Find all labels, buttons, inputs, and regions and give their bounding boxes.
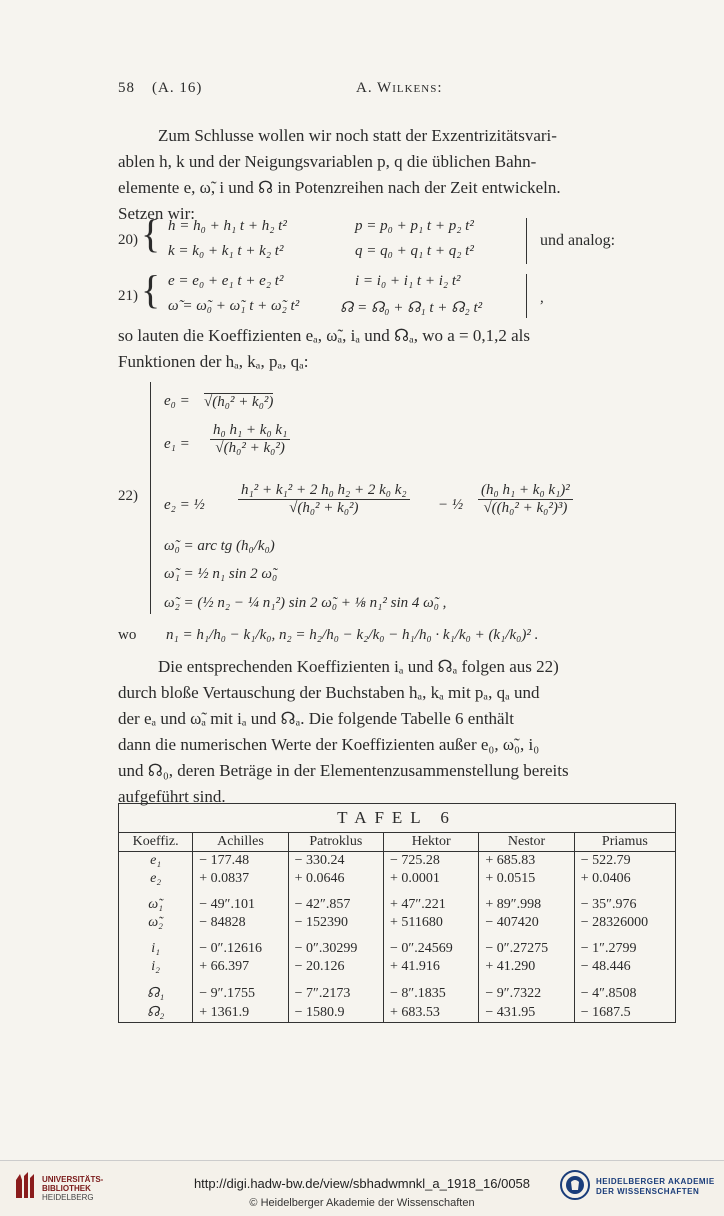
- eq22-e2-lhs: e₂ = ½: [164, 497, 205, 513]
- intro-line: ablen h, k und der Neigungsvariablen p, q die üblichen Bahn-: [118, 152, 537, 171]
- table-spacer-cell: [574, 888, 675, 896]
- table-spacer-cell: [119, 932, 193, 940]
- outro-line: der eₐ und ω̃ₐ mit iₐ und ☊ₐ. Die folgende Tabelle 6 enthält: [118, 709, 515, 728]
- table-cell: − 4″.8508: [574, 984, 675, 1003]
- table-row: [119, 852, 676, 871]
- where-definitions: n₁ = h₁/h₀ − k₁/k₀, n₂ = h₂/h₀ − k₂/k₀ − h₁/h₀ · k₁/k₀ + (k₁/k₀)² .: [166, 627, 539, 643]
- table-cell: + 685.83: [479, 852, 574, 871]
- table-cell: + 0.0837: [193, 870, 288, 888]
- table-cell: − 9″.1755: [193, 984, 288, 1003]
- section-ref: (A. 16): [152, 80, 203, 96]
- intro-line: Zum Schlusse wollen wir noch statt der Exzentrizitätsvari-: [158, 126, 557, 145]
- library-line: UNIVERSITÄTS-: [42, 1175, 104, 1184]
- table-header-cell: Koeffiz.: [119, 833, 193, 852]
- table-cell: + 89″.998: [479, 896, 574, 914]
- table-cell: − 28326000: [574, 914, 675, 932]
- mid-line: so lauten die Koeffizienten eₐ, ω̃ₐ, iₐ und ☊ₐ, wo a = 0,1,2 als: [118, 326, 531, 345]
- left-brace-icon: {: [141, 211, 161, 256]
- table-header-cell: Nestor: [479, 833, 574, 852]
- table-cell: − 9″.7322: [479, 984, 574, 1003]
- mid-paragraph: [118, 323, 676, 375]
- table-row-label: ☊₂: [119, 1003, 193, 1023]
- table-row-label: i₂: [119, 958, 193, 976]
- outro-line: durch bloße Vertauschung der Buchstaben hₐ, kₐ mit pₐ, qₐ und: [118, 683, 540, 702]
- table-row-label: e₂: [119, 870, 193, 888]
- table-spacer-cell: [384, 888, 479, 896]
- copyright-notice: © Heidelberger Akademie der Wissenschaften: [249, 1197, 475, 1209]
- eq22-w0: ω̃₀ = arc tg (h₀/k₀): [164, 538, 275, 554]
- eq20-label: 20): [118, 232, 138, 248]
- table-cell: + 511680: [384, 914, 479, 932]
- left-brace-icon: {: [141, 267, 161, 312]
- table-cell: − 0″.30299: [288, 940, 383, 958]
- table-row-label: ω̃₁: [119, 896, 193, 914]
- table-title: TAFEL 6: [119, 804, 676, 833]
- table-cell: + 1361.9: [193, 1003, 288, 1023]
- where-word: wo: [118, 627, 137, 643]
- table-spacer-cell: [479, 932, 574, 940]
- table-body: [119, 852, 676, 1023]
- eq22-w1: ω̃₁ = ½ n₁ sin 2 ω̃₀: [164, 566, 278, 582]
- table-cell: − 0″.12616: [193, 940, 288, 958]
- table-cell: − 48.446: [574, 958, 675, 976]
- eq22-e2-num2: (h₀ h₁ + k₀ k₁)²: [478, 482, 573, 500]
- table-cell: − 0″.24569: [384, 940, 479, 958]
- intro-paragraph: [118, 123, 676, 227]
- table-spacer-cell: [384, 932, 479, 940]
- eq21-label: 21): [118, 288, 138, 304]
- right-bar: [526, 218, 527, 264]
- table-header-cell: Hektor: [384, 833, 479, 852]
- table-cell: + 0.0001: [384, 870, 479, 888]
- eq22-e2-den1: √(h₀² + k₀²): [289, 500, 359, 516]
- library-line: BIBLIOTHEK: [42, 1184, 91, 1193]
- running-head-author: A. Wilkens:: [356, 80, 443, 96]
- eq20-k: k = k₀ + k₁ t + k₂ t²: [168, 243, 284, 259]
- table-spacer-cell: [193, 932, 288, 940]
- outro-line: aufgeführt sind.: [118, 787, 226, 806]
- academy-line: HEIDELBERGER AKADEMIE: [596, 1177, 715, 1186]
- table-cell: + 0.0515: [479, 870, 574, 888]
- eq22-e2-den2: √((h₀² + k₀²)³): [483, 500, 568, 516]
- table-spacer-cell: [288, 976, 383, 984]
- table-header-cell: Achilles: [193, 833, 288, 852]
- table-cell: − 35″.976: [574, 896, 675, 914]
- outro-line: Die entsprechenden Koeffizienten iₐ und ☊ₐ folgen aus 22): [158, 657, 559, 676]
- table-cell: − 330.24: [288, 852, 383, 871]
- table-group-gap: [119, 976, 676, 984]
- eq22-e1-num: h₀ h₁ + k₀ k₁: [210, 422, 290, 440]
- table-cell: + 683.53: [384, 1003, 479, 1023]
- page-number: 58: [118, 80, 135, 96]
- table-row: [119, 984, 676, 1003]
- table-cell: − 20.126: [288, 958, 383, 976]
- table-spacer-cell: [119, 976, 193, 984]
- intro-line: Setzen wir:: [118, 204, 195, 223]
- eq22-w2: ω̃₂ = (½ n₂ − ¼ n₁²) sin 2 ω̃₀ + ⅛ n₁² sin 4 ω̃₀ ,: [164, 595, 447, 611]
- academy-line: DER WISSENSCHAFTEN: [596, 1187, 700, 1196]
- eq22-e2-frac1: [238, 482, 410, 517]
- table-group-gap: [119, 888, 676, 896]
- eq22-label: 22): [118, 488, 138, 504]
- eq22-e2-frac2: [478, 482, 573, 517]
- eq22-e1-lhs: e₁ =: [164, 436, 190, 452]
- eq21-e: e = e₀ + e₁ t + e₂ t²: [168, 273, 284, 289]
- table-cell: − 725.28: [384, 852, 479, 871]
- table-cell: − 0″.27275: [479, 940, 574, 958]
- table-cell: − 42″.857: [288, 896, 383, 914]
- table-cell: + 0.0406: [574, 870, 675, 888]
- table-spacer-cell: [193, 976, 288, 984]
- mid-line: Funktionen der hₐ, kₐ, pₐ, qₐ:: [118, 352, 309, 371]
- table-cell: − 1687.5: [574, 1003, 675, 1023]
- permalink-url[interactable]: http://digi.hadw-bw.de/view/sbhadwmnkl_a_1918_16/0058: [193, 1176, 531, 1191]
- table-spacer-cell: [288, 888, 383, 896]
- eq21-node: ☊ = ☊₀ + ☊₁ t + ☊₂ t²: [340, 300, 483, 316]
- table-row: [119, 870, 676, 888]
- table-spacer-cell: [574, 976, 675, 984]
- academy-seal-icon: [560, 1170, 590, 1200]
- academy-name: [596, 1177, 715, 1197]
- eq22-e2-num1: h₁² + k₁² + 2 h₀ h₂ + 2 k₀ k₂: [238, 482, 410, 500]
- table-group-gap: [119, 932, 676, 940]
- table-row-label: ☊₁: [119, 984, 193, 1003]
- table-spacer-cell: [193, 888, 288, 896]
- table-spacer-cell: [288, 932, 383, 940]
- table-spacer-cell: [119, 888, 193, 896]
- table-cell: + 66.397: [193, 958, 288, 976]
- table-header-cell: Patroklus: [288, 833, 383, 852]
- eq21-comma: ,: [540, 290, 544, 306]
- table-cell: − 49″.101: [193, 896, 288, 914]
- outro-line: und ☊₀, deren Beträge in der Elementenzusammenstellung bereits: [118, 761, 569, 780]
- table-spacer-cell: [574, 932, 675, 940]
- table-cell: − 152390: [288, 914, 383, 932]
- table-cell: + 41.916: [384, 958, 479, 976]
- outro-line: dann die numerischen Werte der Koeffizienten außer e₀, ω̃₀, i₀: [118, 735, 540, 754]
- table-row: [119, 1003, 676, 1023]
- library-line: HEIDELBERG: [42, 1193, 94, 1202]
- eq20-p: p = p₀ + p₁ t + p₂ t²: [355, 218, 474, 234]
- table-cell: − 84828: [193, 914, 288, 932]
- intro-line: elemente e, ω̃, i und ☊ in Potenzreihen nach der Zeit entwickeln.: [118, 178, 561, 197]
- table-cell: − 1580.9: [288, 1003, 383, 1023]
- eq20-h: h = h₀ + h₁ t + h₂ t²: [168, 218, 287, 234]
- eq22-e0-lhs: e₀ =: [164, 393, 190, 409]
- table-row: [119, 958, 676, 976]
- table-row: [119, 896, 676, 914]
- table-cell: + 0.0646: [288, 870, 383, 888]
- table-header-cell: Priamus: [574, 833, 675, 852]
- table-row-label: i₁: [119, 940, 193, 958]
- table-cell: − 1″.2799: [574, 940, 675, 958]
- eq20-q: q = q₀ + q₁ t + q₂ t²: [355, 243, 474, 259]
- table-row: [119, 940, 676, 958]
- right-bar: [526, 274, 527, 318]
- eq21-w: ω̃ = ω̃₀ + ω̃₁ t + ω̃₂ t²: [168, 298, 300, 314]
- table-row-label: e₁: [119, 852, 193, 871]
- eq22-e1-den: √(h₀² + k₀²): [215, 440, 285, 456]
- table-cell: − 177.48: [193, 852, 288, 871]
- table-spacer-cell: [384, 976, 479, 984]
- table-cell: + 41.290: [479, 958, 574, 976]
- outro-paragraph: [118, 654, 676, 810]
- tafel-6-table: [118, 803, 676, 1023]
- eq22-e0-rhs: √(h₀² + k₀²): [204, 394, 274, 410]
- table-spacer-cell: [479, 888, 574, 896]
- table-row: [119, 914, 676, 932]
- table-cell: − 8″.1835: [384, 984, 479, 1003]
- table-cell: − 7″.2173: [288, 984, 383, 1003]
- eq21-i: i = i₀ + i₁ t + i₂ t²: [355, 273, 461, 289]
- table-spacer-cell: [479, 976, 574, 984]
- eq22-e1-frac: [210, 422, 290, 457]
- table-cell: + 47″.221: [384, 896, 479, 914]
- table-cell: − 407420: [479, 914, 574, 932]
- table-cell: − 522.79: [574, 852, 675, 871]
- table-cell: − 431.95: [479, 1003, 574, 1023]
- table-row-label: ω̃₂: [119, 914, 193, 932]
- eq20-note: und analog:: [540, 232, 616, 249]
- eq22-bar: [150, 382, 151, 614]
- eq22-e2-mid: − ½: [438, 497, 464, 513]
